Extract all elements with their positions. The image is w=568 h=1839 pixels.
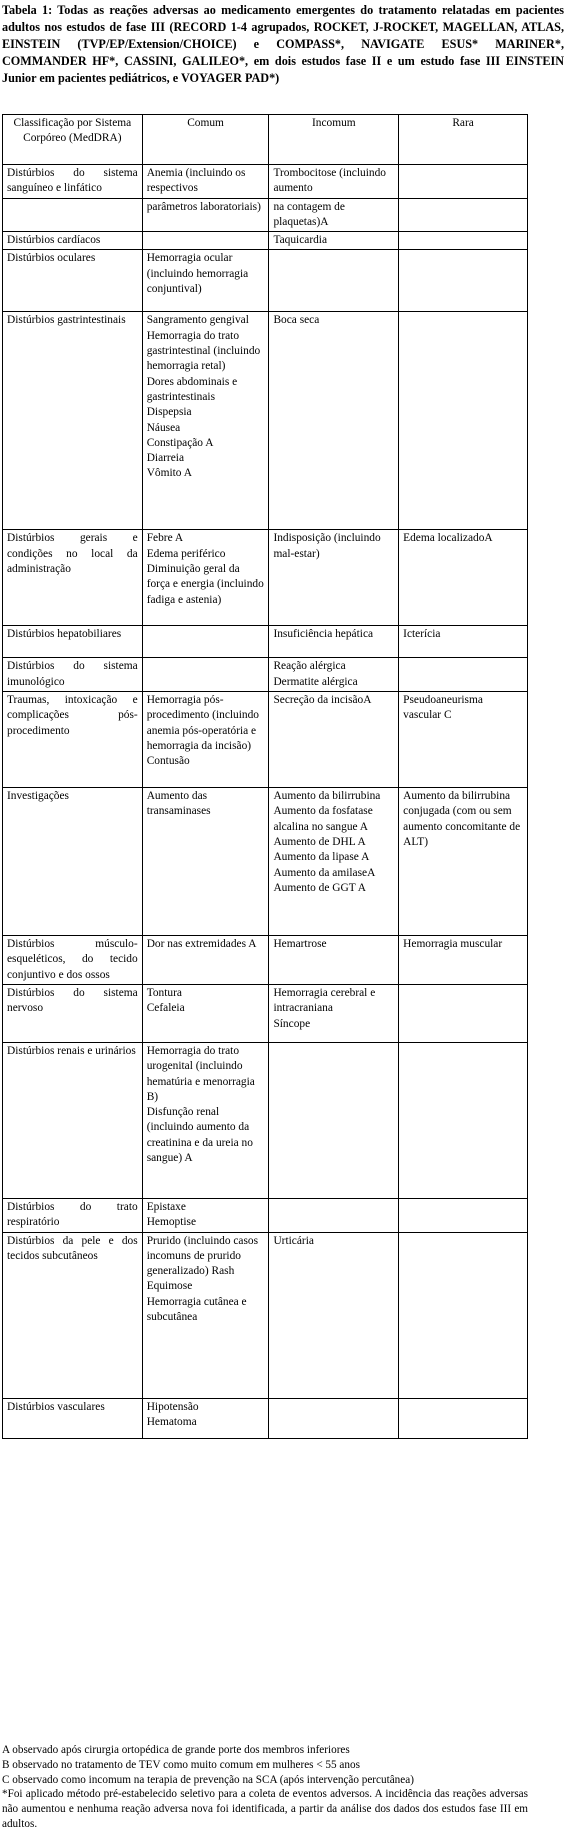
table-cell-incomum (269, 165, 399, 199)
cell-text: Distúrbios cardíacos (7, 234, 101, 247)
table-cell-rara (399, 984, 528, 1042)
table-cell-incomum (269, 984, 399, 1042)
table-cell-comum (142, 936, 269, 985)
table-cell-incomum (269, 788, 399, 936)
cell-text: Secreção da incisãoA (273, 694, 372, 707)
table-cell-comum (142, 1042, 269, 1198)
table-cell-comum (142, 312, 269, 530)
cell-text: Aumento de GGT A (273, 881, 366, 894)
table-cell-incomum (269, 198, 399, 232)
cell-text: Náusea (146, 421, 181, 434)
cell-text: Vômito A (146, 467, 192, 480)
table-row (3, 312, 528, 530)
table-cell-cls (3, 692, 143, 788)
cell-text: Tontura (146, 986, 182, 999)
table-row (3, 1232, 528, 1398)
header-uncommon: Incomum (269, 115, 399, 165)
table-cell-cls (3, 1398, 143, 1438)
table-cell-cls (3, 250, 143, 312)
cell-text: Cefaleia (146, 1002, 185, 1015)
cell-text: Hipotensão (146, 1400, 199, 1413)
table-cell-incomum (269, 1232, 399, 1398)
table-cell-comum (142, 232, 269, 250)
cell-text: Hemartrose (273, 938, 327, 951)
cell-text: Boca seca (273, 314, 320, 327)
table-cell-cls (3, 658, 143, 692)
cell-text: Distúrbios da pele e dos tecidos subcutâneos (7, 1234, 138, 1262)
table-cell-cls (3, 936, 143, 985)
table-cell-incomum (269, 232, 399, 250)
cell-text: Investigações (7, 790, 69, 803)
cell-text: Hemorragia do trato urogenital (incluindo hematúria e menorragia B) (146, 1044, 255, 1103)
table-cell-cls (3, 165, 143, 199)
cell-text: Insuficiência hepática (273, 628, 374, 641)
footnote-c: C observado como incomum na terapia de prevenção na SCA (após intervenção percutânea) (2, 1773, 414, 1786)
table-cell-cls (3, 1198, 143, 1232)
cell-text: parâmetros laboratoriais) (146, 200, 261, 213)
cell-text: Aumento de DHL A (273, 835, 366, 848)
cell-text: Dermatite alérgica (273, 675, 358, 688)
cell-text: na contagem de plaquetas)A (273, 200, 345, 228)
cell-text: Hemorragia ocular (incluindo hemorragia conjuntival) (146, 252, 249, 296)
table-cell-comum (142, 984, 269, 1042)
table-row (3, 165, 528, 199)
table-cell-rara (399, 250, 528, 312)
header-classification: Classificação por Sistema Corpóreo (MedDRA) (3, 115, 143, 165)
table-cell-incomum (269, 658, 399, 692)
cell-text: Distúrbios do sistema nervoso (7, 986, 138, 1015)
cell-text: Aumento da lipase A (273, 851, 370, 864)
cell-text: Aumento da bilirrubina Aumento da fosfatase alcalina no sangue A (273, 790, 381, 833)
table-cell-rara (399, 530, 528, 626)
table-cell-cls (3, 312, 143, 530)
cell-text: Pseudoaneurisma vascular C (403, 694, 483, 722)
cell-text: Edema localizadoA (403, 532, 493, 545)
cell-text: Hemorragia pós-procedimento (incluindo anemia pós-operatória e hemorragia da incisão) (146, 694, 259, 752)
cell-text: Aumento da bilirrubina conjugada (com ou sem aumento concomitante de ALT) (403, 790, 521, 848)
cell-text: Disfunção renal (incluindo aumento da creatinina e da ureia no sangue) A (146, 1106, 253, 1165)
table-row (3, 984, 528, 1042)
cell-text: Sangramento gengival (146, 314, 249, 327)
table-row (3, 198, 528, 232)
table-cell-cls (3, 626, 143, 658)
cell-text: Hemoptise (146, 1216, 197, 1229)
table-cell-incomum (269, 250, 399, 312)
table-cell-incomum (269, 1398, 399, 1438)
cell-text: Síncope (273, 1017, 311, 1030)
table-cell-incomum (269, 1198, 399, 1232)
table-cell-incomum (269, 692, 399, 788)
table-cell-incomum (269, 626, 399, 658)
header-rare: Rara (399, 115, 528, 165)
table-cell-rara (399, 312, 528, 530)
table-row (3, 936, 528, 985)
table-cell-rara (399, 165, 528, 199)
table-cell-rara (399, 1198, 528, 1232)
cell-text: Hemorragia do trato gastrintestinal (incluindo hemorragia retal) (146, 329, 261, 373)
table-row (3, 232, 528, 250)
cell-text: Icterícia (403, 628, 441, 641)
table-cell-comum (142, 530, 269, 626)
table-body (3, 165, 528, 1439)
adverse-reactions-table (2, 114, 528, 1439)
cell-text: Dores abdominais e gastrintestinais (146, 375, 238, 403)
cell-text: Traumas, intoxicação e complicações pós-procedimento (7, 694, 138, 737)
table-cell-comum (142, 626, 269, 658)
table-cell-comum (142, 658, 269, 692)
cell-text: Febre A (146, 532, 184, 545)
table-cell-rara (399, 232, 528, 250)
table-row (3, 250, 528, 312)
table-cell-cls (3, 232, 143, 250)
cell-text: Distúrbios renais e urinários (7, 1044, 136, 1057)
footnote-star: *Foi aplicado método pré-estabelecido seletivo para a coleta de eventos adversos. A incidência das reações adversas não aumentou e nenhuma reação adversa nova foi identificada, a partir da análise dos dados dos estudos fase III em adultos. (2, 1788, 528, 1830)
table-cell-rara (399, 788, 528, 936)
cell-text: Distúrbios oculares (7, 252, 96, 265)
cell-text: Dor nas extremidades A (146, 938, 257, 951)
cell-text: Distúrbios gastrintestinais (7, 314, 126, 327)
table-cell-rara (399, 658, 528, 692)
table-row (3, 658, 528, 692)
cell-text: Distúrbios músculo-esqueléticos, do tecido conjuntivo e dos ossos (7, 938, 138, 981)
cell-text: Constipação A (146, 436, 214, 449)
table-title: Tabela 1: Todas as reações adversas ao medicamento emergentes do tratamento relatadas em pacientes adultos nos estudos de fase III (RECORD 1-4 agrupados, ROCKET, J-ROCKET, MAGELLAN, ATLAS, EINSTEIN (TVP/EP/Extension/CHOICE) e COMPASS*, NAVIGATE ESUS* MARINER*, COMMANDER HF*, CASSINI, GALILEO*, em dois estudos fase II e um estudo fase III EINSTEIN Junior em pacientes pediátricos, e VOYAGER PAD*) (2, 3, 564, 85)
cell-text: Distúrbios vasculares (7, 1400, 105, 1413)
cell-text: Distúrbios do sistema sanguíneo e linfático (7, 167, 138, 195)
cell-text: Urticária (273, 1234, 314, 1247)
cell-text: Distúrbios do trato respiratório (7, 1200, 138, 1229)
cell-text: Anemia (incluindo os respectivos (146, 167, 246, 195)
table-row (3, 1398, 528, 1438)
table-cell-incomum (269, 1042, 399, 1198)
table-header-row (3, 115, 528, 165)
cell-text: Epistaxe (146, 1200, 186, 1213)
table-row (3, 626, 528, 658)
cell-text: Aumento da amilaseA (273, 866, 376, 879)
table-cell-comum (142, 165, 269, 199)
footnote-b: B observado no tratamento de TEV como muito comum em mulheres < 55 anos (2, 1758, 360, 1771)
table-cell-comum (142, 1232, 269, 1398)
table-cell-rara (399, 198, 528, 232)
table-cell-incomum (269, 530, 399, 626)
table-cell-rara (399, 1398, 528, 1438)
cell-text: Distúrbios do sistema imunológico (7, 660, 138, 688)
cell-text: Contusão (146, 755, 190, 768)
table-cell-incomum (269, 312, 399, 530)
cell-text: Hemorragia muscular (403, 938, 503, 951)
table-cell-rara (399, 626, 528, 658)
cell-text: Edema periférico (146, 547, 226, 560)
cell-text: Trombocitose (incluindo aumento (273, 167, 386, 195)
cell-text: Diminuição geral da força e energia (incluindo fadiga e astenia) (146, 563, 264, 606)
table-cell-cls (3, 1232, 143, 1398)
cell-text: Hemorragia cerebral e intracraniana (273, 986, 376, 1015)
table-cell-rara (399, 936, 528, 985)
table-cell-comum (142, 250, 269, 312)
table-cell-rara (399, 1042, 528, 1198)
cell-text: Taquicardia (273, 234, 328, 247)
table-row (3, 1042, 528, 1198)
table-cell-comum (142, 788, 269, 936)
header-common: Comum (142, 115, 269, 165)
table-cell-cls (3, 984, 143, 1042)
table-cell-rara (399, 1232, 528, 1398)
cell-text: Indisposição (incluindo mal-estar) (273, 532, 381, 560)
cell-text: Prurido (incluindo casos incomuns de prurido generalizado) Rash (146, 1234, 259, 1278)
table-cell-rara (399, 692, 528, 788)
cell-text: Diarreia (146, 452, 184, 465)
cell-text: Equimose (146, 1280, 193, 1293)
cell-text: Distúrbios gerais e condições no local da administração (7, 532, 138, 576)
table-cell-incomum (269, 936, 399, 985)
table-cell-comum (142, 1198, 269, 1232)
footnotes (2, 1743, 528, 1832)
table-cell-comum (142, 198, 269, 232)
cell-text: Distúrbios hepatobiliares (7, 628, 122, 641)
cell-text: Reação alérgica (273, 660, 346, 673)
table-cell-cls (3, 1042, 143, 1198)
table-cell-cls (3, 530, 143, 626)
cell-text: Hemorragia cutânea e subcutânea (146, 1295, 247, 1324)
table-row (3, 692, 528, 788)
cell-text: Hematoma (146, 1415, 197, 1428)
cell-text: Aumento das transaminases (146, 790, 211, 818)
table-cell-cls (3, 198, 143, 232)
table-cell-comum (142, 692, 269, 788)
table-cell-comum (142, 1398, 269, 1438)
table-row (3, 788, 528, 936)
footnote-a: A observado após cirurgia ortopédica de grande porte dos membros inferiores (2, 1744, 350, 1756)
table-cell-cls (3, 788, 143, 936)
cell-text: Dispepsia (146, 406, 192, 419)
table-row (3, 1198, 528, 1232)
table-row (3, 530, 528, 626)
